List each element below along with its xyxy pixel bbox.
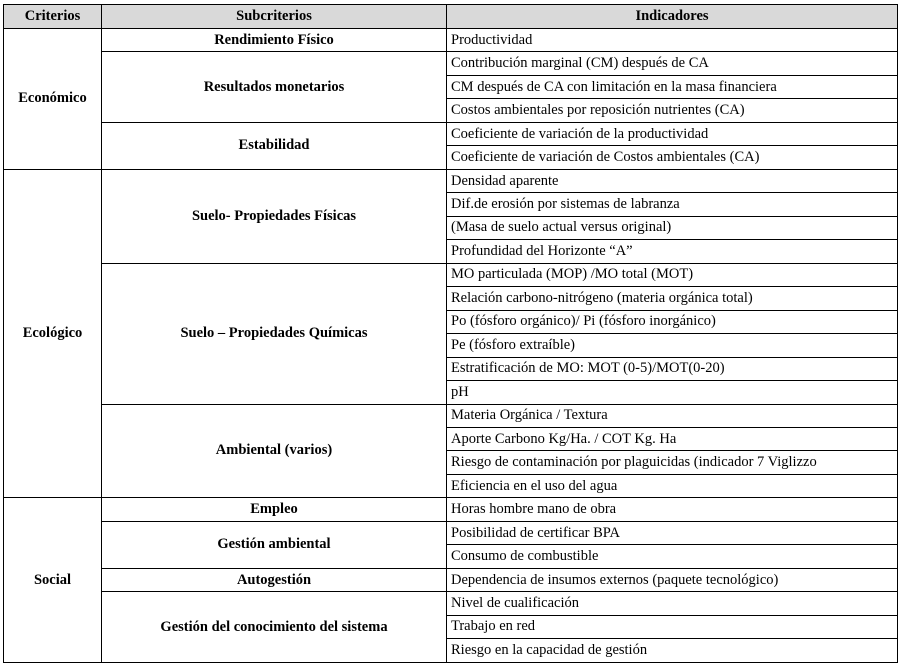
indicador-cell: Productividad	[447, 29, 898, 52]
subcriterio-cell: Suelo – Propiedades Químicas	[102, 263, 447, 404]
table-row	[4, 521, 898, 544]
subcriterio-cell: Suelo- Propiedades Físicas	[102, 169, 447, 263]
subcriterio-cell: Autogestión	[102, 568, 447, 591]
indicador-cell: Profundidad del Horizonte “A”	[447, 240, 898, 263]
indicador-cell: Coeficiente de variación de la productividad	[447, 122, 898, 145]
indicador-cell: Coeficiente de variación de Costos ambientales (CA)	[447, 146, 898, 169]
subcriterio-cell: Gestión ambiental	[102, 521, 447, 568]
header-indicadores: Indicadores	[447, 5, 898, 29]
subcriterio-cell: Empleo	[102, 498, 447, 521]
indicador-cell: Consumo de combustible	[447, 545, 898, 568]
indicador-cell: MO particulada (MOP) /MO total (MOT)	[447, 263, 898, 286]
subcriterio-cell: Ambiental (varios)	[102, 404, 447, 498]
criterio-cell: Económico	[4, 29, 102, 170]
table-row	[4, 52, 898, 75]
criterio-cell: Social	[4, 498, 102, 663]
indicador-cell: Posibilidad de certificar BPA	[447, 521, 898, 544]
indicador-cell: Dif.de erosión por sistemas de labranza	[447, 193, 898, 216]
header-row	[4, 5, 898, 29]
indicador-cell: Horas hombre mano de obra	[447, 498, 898, 521]
table-row	[4, 568, 898, 591]
subcriterio-cell: Gestión del conocimiento del sistema	[102, 592, 447, 663]
table-row	[4, 169, 898, 192]
indicador-cell: Nivel de cualificación	[447, 592, 898, 615]
subcriterio-cell: Resultados monetarios	[102, 52, 447, 122]
indicador-cell: Po (fósforo orgánico)/ Pi (fósforo inorgánico)	[447, 310, 898, 333]
table-row	[4, 592, 898, 615]
indicador-cell: Riesgo de contaminación por plaguicidas (indicador 7 Viglizzo	[447, 451, 898, 474]
indicador-cell: pH	[447, 381, 898, 404]
indicador-cell: Trabajo en red	[447, 615, 898, 638]
indicador-cell: Estratificación de MO: MOT (0-5)/MOT(0-20)	[447, 357, 898, 380]
indicador-cell: Riesgo en la capacidad de gestión	[447, 639, 898, 663]
criterio-cell: Ecológico	[4, 169, 102, 498]
indicador-cell: (Masa de suelo actual versus original)	[447, 216, 898, 239]
subcriterio-cell: Estabilidad	[102, 122, 447, 169]
indicador-cell: Densidad aparente	[447, 169, 898, 192]
table-row	[4, 498, 898, 521]
header-subcriterios: Subcriterios	[102, 5, 447, 29]
table-row	[4, 122, 898, 145]
table-row	[4, 263, 898, 286]
table-row	[4, 404, 898, 427]
indicador-cell: Relación carbono-nitrógeno (materia orgánica total)	[447, 287, 898, 310]
table-row	[4, 29, 898, 52]
indicador-cell: Dependencia de insumos externos (paquete tecnológico)	[447, 568, 898, 591]
indicador-cell: Contribución marginal (CM) después de CA	[447, 52, 898, 75]
header-criterios: Criterios	[4, 5, 102, 29]
criteria-table	[3, 4, 898, 663]
subcriterio-cell: Rendimiento Físico	[102, 29, 447, 52]
indicador-cell: Materia Orgánica / Textura	[447, 404, 898, 427]
indicador-cell: Aporte Carbono Kg/Ha. / COT Kg. Ha	[447, 427, 898, 450]
indicador-cell: CM después de CA con limitación en la masa financiera	[447, 75, 898, 98]
indicador-cell: Eficiencia en el uso del agua	[447, 474, 898, 497]
indicador-cell: Costos ambientales por reposición nutrientes (CA)	[447, 99, 898, 122]
indicador-cell: Pe (fósforo extraíble)	[447, 334, 898, 357]
table-body	[4, 29, 898, 663]
